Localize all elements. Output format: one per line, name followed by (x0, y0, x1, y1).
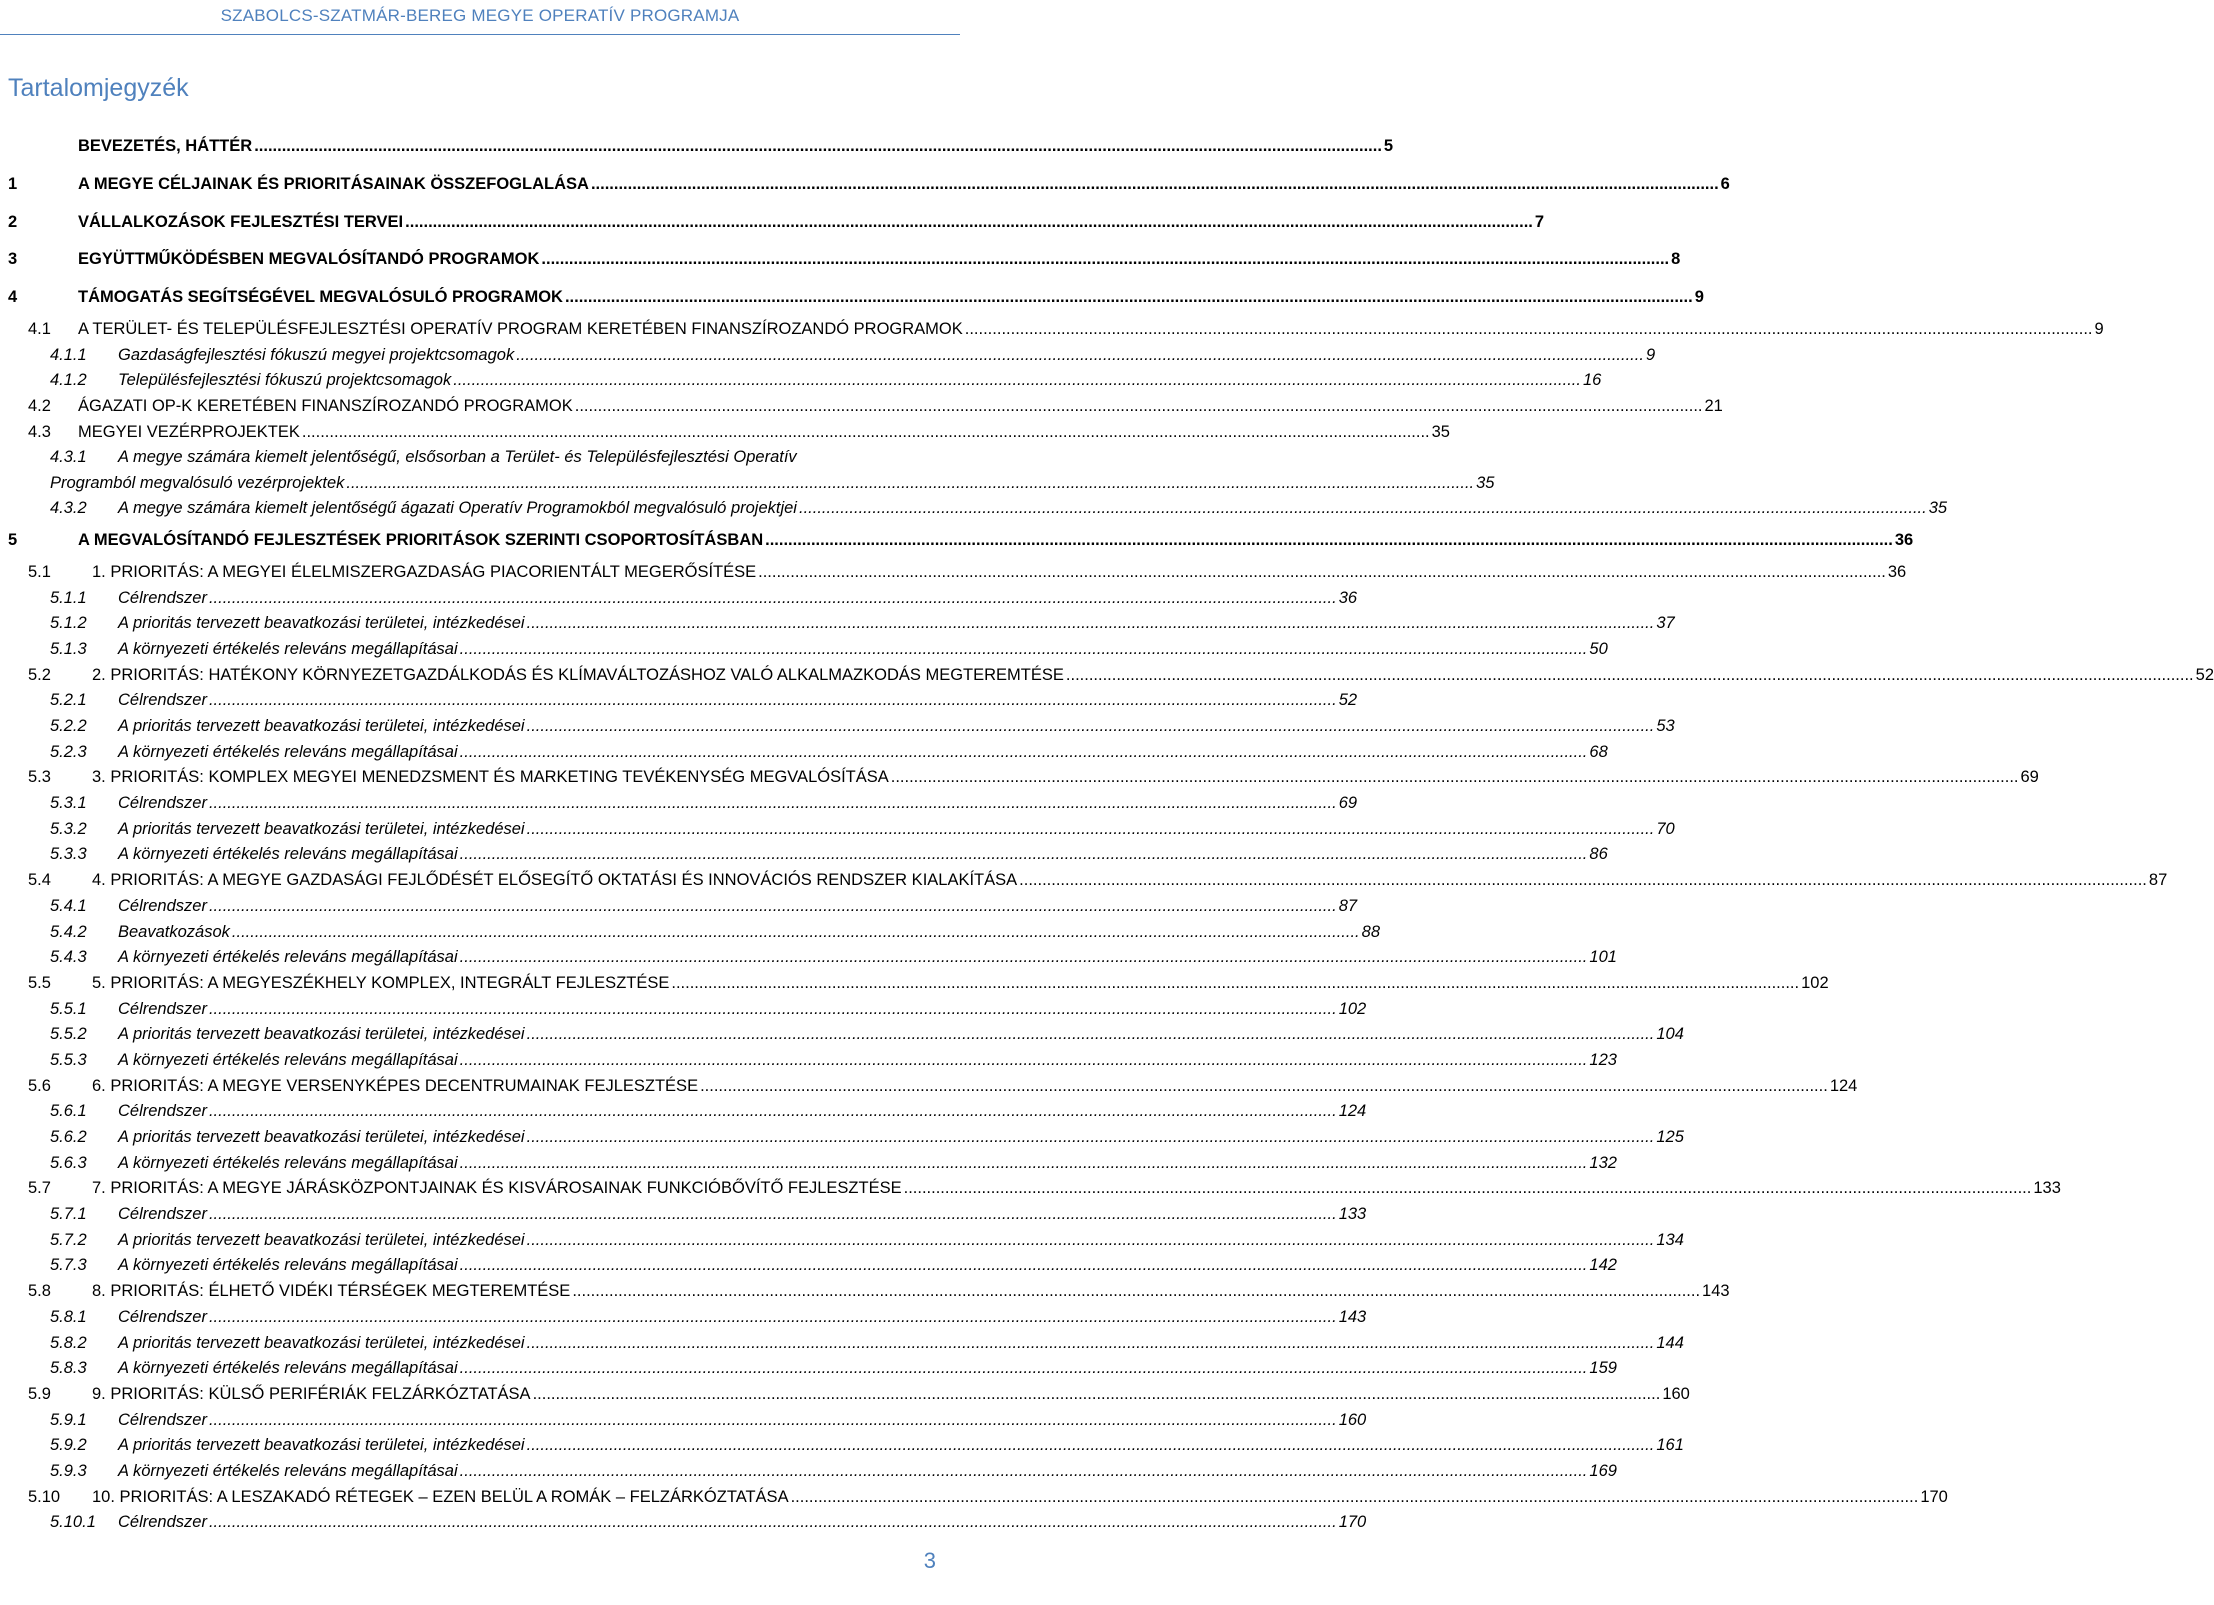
toc-entry[interactable] (8, 445, 1495, 496)
toc-entry-number: 5.7.3 (50, 1256, 87, 1275)
toc-entry-label: A megye számára kiemelt jelentőségű, elsősorban a Terület- és Településfejlesztési Operatív (118, 448, 797, 467)
toc-entry-number: 3 (8, 250, 18, 269)
toc-entry[interactable] (8, 637, 1608, 663)
toc-entry[interactable] (8, 522, 1914, 560)
toc-entry-number: 5.6 (28, 1076, 51, 1095)
leader-dots (460, 637, 1588, 663)
toc-entry-number: 4 (8, 288, 18, 307)
toc-entry-page: 143 (1338, 1307, 1367, 1326)
leader-dots (209, 1408, 1337, 1434)
toc-entry-label: EGYÜTTMŰKÖDÉSBEN MEGVALÓSÍTANDÓ PROGRAMOK (78, 250, 540, 269)
toc-entry-page: 36 (1894, 531, 1914, 550)
toc-entry[interactable] (8, 971, 1829, 997)
toc-entry-number: 5.8.1 (50, 1307, 87, 1326)
leader-dots (527, 1331, 1655, 1357)
toc-entry-label: Célrendszer (118, 896, 207, 915)
toc-entry-label: Településfejlesztési fókuszú projektcsomagok (118, 371, 452, 390)
leader-dots (799, 496, 1927, 522)
leader-dots (533, 1382, 1661, 1408)
toc-entry-number: 5.6.2 (50, 1128, 87, 1147)
toc-entry-page: 142 (1589, 1256, 1617, 1275)
toc-entry-label: A környezeti értékelés releváns megállapításai (118, 639, 458, 658)
leader-dots (209, 894, 1337, 920)
toc-entry-number: 5.7 (28, 1179, 51, 1198)
toc-entry-label: A környezeti értékelés releváns megállapításai (118, 1461, 458, 1480)
toc-entry[interactable] (8, 945, 1617, 971)
toc-entry-number: 5.3 (28, 768, 51, 787)
toc-entry[interactable] (8, 997, 1367, 1023)
toc-entry-page: 21 (1704, 397, 1723, 416)
toc-entry-number: 4.3.1 (50, 448, 87, 467)
toc-entry-page: 104 (1656, 1025, 1684, 1044)
toc-entry-page: 133 (2033, 1179, 2061, 1198)
leader-dots (572, 1279, 1700, 1305)
toc-entry[interactable] (8, 1305, 1367, 1331)
toc-entry[interactable] (8, 1331, 1684, 1357)
toc-entry-label: A prioritás tervezett beavatkozási területei, intézkedései (118, 1128, 525, 1147)
toc-entry-label: Célrendszer (118, 794, 207, 813)
toc-entry-number: 4.3.2 (50, 499, 87, 518)
leader-dots (209, 997, 1337, 1023)
toc-entry[interactable] (8, 1485, 1948, 1511)
toc-entry-page: 170 (1338, 1513, 1367, 1532)
toc-entry[interactable] (8, 279, 1704, 317)
toc-entry[interactable] (8, 1253, 1617, 1279)
toc-entry[interactable] (8, 420, 1450, 446)
leader-dots (460, 945, 1588, 971)
toc-entry-number: 5.5.3 (50, 1050, 87, 1069)
toc-entry-page: 102 (1801, 973, 1829, 992)
leader-dots (527, 1433, 1655, 1459)
toc-entry-label: 10. PRIORITÁS: A LESZAKADÓ RÉTEGEK – EZEN BELÜL A ROMÁK – FELZÁRKÓZTATÁSA (92, 1487, 789, 1506)
toc-entry[interactable] (8, 1228, 1684, 1254)
leader-dots (891, 765, 2019, 791)
toc-entry-number: 5.9 (28, 1384, 51, 1403)
leader-dots (460, 1459, 1588, 1485)
toc-entry-page: 123 (1589, 1050, 1617, 1069)
leader-dots (791, 1485, 1919, 1511)
toc-entry-page: 143 (1702, 1282, 1730, 1301)
toc-entry-label: A környezeti értékelés releváns megállapításai (118, 1359, 458, 1378)
toc-entry-page: 6 (1720, 174, 1730, 193)
toc-entry-page: 87 (1338, 896, 1358, 915)
toc-entry-label: A prioritás tervezett beavatkozási területei, intézkedései (118, 717, 525, 736)
toc-entry[interactable] (8, 1151, 1617, 1177)
leader-dots (460, 1151, 1588, 1177)
toc-entry-label: 9. PRIORITÁS: KÜLSŐ PERIFÉRIÁK FELZÁRKÓZTATÁSA (92, 1384, 531, 1403)
toc-entry-number: 5.5.1 (50, 999, 87, 1018)
toc-entry-page: 133 (1338, 1205, 1367, 1224)
leader-dots (527, 611, 1655, 637)
leader-dots (232, 920, 1360, 946)
leader-dots (904, 1176, 2032, 1202)
leader-dots (527, 1228, 1655, 1254)
toc-entry[interactable] (8, 1356, 1617, 1382)
toc-entry-number: 2 (8, 212, 18, 231)
toc-entry-label: TÁMOGATÁS SEGÍTSÉGÉVEL MEGVALÓSULÓ PROGRAMOK (78, 288, 563, 307)
leader-dots (527, 714, 1655, 740)
toc-entry-label: A prioritás tervezett beavatkozási területei, intézkedései (118, 614, 525, 633)
leader-dots (527, 817, 1655, 843)
leader-dots (1019, 868, 2147, 894)
toc-entry-number: 5.9.1 (50, 1410, 87, 1429)
toc-entry-label: A környezeti értékelés releváns megállapításai (118, 845, 458, 864)
toc-entry-label: A TERÜLET- ÉS TELEPÜLÉSFEJLESZTÉSI OPERATÍV PROGRAM KERETÉBEN FINANSZÍROZANDÓ PROGRAMOK (78, 319, 963, 338)
toc-entry[interactable] (8, 394, 1723, 420)
toc-entry-number: 5.3.3 (50, 845, 87, 864)
toc-entry-label: 2. PRIORITÁS: HATÉKONY KÖRNYEZETGAZDÁLKODÁS ÉS KLÍMAVÁLTOZÁSHOZ VALÓ ALKALMAZKODÁS MEGTEREMTÉSE (92, 665, 1064, 684)
toc-entry[interactable] (8, 765, 2039, 791)
leader-dots (965, 317, 2093, 343)
toc-entry[interactable] (8, 868, 2168, 894)
toc-entry-label: Célrendszer (118, 999, 207, 1018)
toc-entry-number: 5.2 (28, 665, 51, 684)
toc-entry-label: 1. PRIORITÁS: A MEGYEI ÉLELMISZERGAZDASÁG PIACORIENTÁLT MEGERŐSÍTÉSE (92, 562, 757, 581)
toc-entry[interactable] (8, 611, 1675, 637)
toc-entry-page: 144 (1656, 1333, 1684, 1352)
toc-entry-label: A környezeti értékelés releváns megállapításai (118, 1256, 458, 1275)
toc-entry-number: 5.4.3 (50, 948, 87, 967)
leader-dots (209, 1202, 1337, 1228)
toc-entry-number: 5.8.2 (50, 1333, 87, 1352)
toc-entry-number: 5.10 (28, 1487, 61, 1506)
toc-entry-number: 4.3 (28, 422, 51, 441)
leader-dots (527, 1125, 1655, 1151)
toc-entry-label: A prioritás tervezett beavatkozási területei, intézkedései (118, 1436, 525, 1455)
toc-entry[interactable] (8, 1408, 1367, 1434)
toc-entry-page: 125 (1656, 1128, 1684, 1147)
toc-entry-label: MEGYEI VEZÉRPROJEKTEK (78, 422, 300, 441)
toc-entry-number: 5.6.1 (50, 1102, 87, 1121)
toc-entry-number: 4.1.1 (50, 345, 87, 364)
toc-entry-label: 6. PRIORITÁS: A MEGYE VERSENYKÉPES DECENTRUMAINAK FEJLESZTÉSE (92, 1076, 699, 1095)
toc-entry-page: 53 (1656, 717, 1675, 736)
toc-entry[interactable] (8, 1510, 1367, 1536)
leader-dots (460, 842, 1588, 868)
toc-entry-label: A prioritás tervezett beavatkozási területei, intézkedései (118, 1230, 525, 1249)
toc-entry[interactable] (8, 1022, 1684, 1048)
toc-entry-number: 4.1 (28, 319, 51, 338)
toc-entry-page: 159 (1589, 1359, 1617, 1378)
leader-dots (209, 586, 1337, 612)
toc-entry-page: 134 (1656, 1230, 1684, 1249)
toc-entry-label: A MEGVALÓSÍTANDÓ FEJLESZTÉSEK PRIORITÁSOK SZERINTI CSOPORTOSÍTÁSBAN (78, 531, 764, 550)
toc-entry[interactable] (8, 1176, 2061, 1202)
toc-entry-page: 86 (1589, 845, 1608, 864)
leader-dots (405, 204, 1533, 242)
header-rule (0, 34, 960, 35)
toc-entry-label: VÁLLALKOZÁSOK FEJLESZTÉSI TERVEI (78, 212, 404, 231)
leader-dots (460, 1048, 1588, 1074)
toc-entry-page: 124 (1829, 1076, 1858, 1095)
toc-entry-label: Gazdaságfejlesztési fókuszú megyei projektcsomagok (118, 345, 515, 364)
leader-dots (591, 166, 1719, 204)
leader-dots (346, 471, 1474, 497)
toc-entry-number: 5.3.2 (50, 819, 87, 838)
toc-entry[interactable] (8, 920, 1380, 946)
toc-entry[interactable] (8, 663, 2214, 689)
toc-entry[interactable] (8, 368, 1602, 394)
toc-entry-label: A prioritás tervezett beavatkozási területei, intézkedései (118, 1025, 525, 1044)
toc-entry[interactable] (8, 842, 1608, 868)
page-number: 3 (923, 1548, 936, 1573)
toc-entry[interactable] (8, 817, 1675, 843)
toc-entry[interactable] (8, 560, 1907, 586)
toc-entry-number: 5.4.2 (50, 922, 87, 941)
toc-entry[interactable] (8, 1279, 1730, 1305)
leader-dots (1066, 663, 2194, 689)
toc-entry[interactable] (8, 1048, 1617, 1074)
toc-entry-number: 5.10.1 (50, 1513, 96, 1532)
leader-dots (302, 420, 1430, 446)
leader-dots (209, 1305, 1337, 1331)
toc-entry-label: Célrendszer (118, 1102, 207, 1121)
toc-entry-page: 9 (1694, 288, 1704, 307)
toc-entry-page: 70 (1656, 819, 1675, 838)
toc-entry-number: 1 (8, 174, 18, 193)
toc-entry-label: Célrendszer (118, 691, 207, 710)
toc-entry-number: 5.6.3 (50, 1153, 87, 1172)
toc-entry-label: A MEGYE CÉLJAINAK ÉS PRIORITÁSAINAK ÖSSZEFOGLALÁSA (78, 174, 589, 193)
toc-entry[interactable] (8, 894, 1358, 920)
toc-entry-page: 9 (2094, 319, 2104, 338)
toc-entry-label: A környezeti értékelés releváns megállapításai (118, 742, 458, 761)
toc-entry-page: 160 (1662, 1384, 1690, 1403)
toc-entry-number: 5.1.3 (50, 639, 87, 658)
toc-entry-page: 88 (1361, 922, 1380, 941)
toc-entry[interactable] (8, 343, 1656, 369)
toc-entry-page: 170 (1920, 1487, 1948, 1506)
toc-entry-label: A környezeti értékelés releváns megállapításai (118, 1050, 458, 1069)
toc-entry-label: BEVEZETÉS, HÁTTÉR (78, 137, 253, 155)
toc-entry-number: 5.1.1 (50, 588, 87, 607)
toc-entry-label: Célrendszer (118, 588, 207, 607)
toc-entry-label: 5. PRIORITÁS: A MEGYESZÉKHELY KOMPLEX, INTEGRÁLT FEJLESZTÉSE (92, 973, 670, 992)
toc-entry-number: 5 (8, 531, 18, 550)
toc-entry-number: 5.2.3 (50, 742, 87, 761)
toc-entry-page: 36 (1887, 562, 1907, 581)
toc-entry-page: 169 (1589, 1461, 1617, 1480)
toc-entry[interactable] (8, 1433, 1684, 1459)
toc-entry-number: 5.5 (28, 973, 51, 992)
leader-dots (460, 1356, 1588, 1382)
toc-entry-number: 5.5.2 (50, 1025, 87, 1044)
toc-entry-number: 5.1.2 (50, 614, 87, 633)
leader-dots (765, 522, 1893, 560)
toc-entry[interactable] (8, 1099, 1367, 1125)
toc-entry[interactable] (8, 317, 2104, 343)
toc-entry-label: 7. PRIORITÁS: A MEGYE JÁRÁSKÖZPONTJAINAK ÉS KISVÁROSAINAK FUNKCIÓBŐVÍTŐ FEJLESZTÉSE (92, 1179, 902, 1198)
toc-entry-page: 68 (1589, 742, 1608, 761)
toc-entry[interactable] (8, 791, 1358, 817)
toc-entry-label: A környezeti értékelés releváns megállapításai (118, 1153, 458, 1172)
toc-entry-label: Célrendszer (118, 1307, 207, 1326)
toc-entry[interactable] (8, 1459, 1617, 1485)
toc-entry-page: 160 (1338, 1410, 1367, 1429)
toc-entry-label: Célrendszer (118, 1513, 207, 1532)
leader-dots (209, 791, 1337, 817)
leader-dots (575, 394, 1703, 420)
leader-dots (516, 343, 1644, 369)
leader-dots (758, 560, 1886, 586)
toc-entry[interactable] (8, 1202, 1367, 1228)
toc-entry-number: 5.3.1 (50, 794, 87, 813)
toc-entry-page: 50 (1589, 639, 1608, 658)
toc-entry[interactable] (8, 166, 1730, 204)
toc-entry-number: 5.2.1 (50, 691, 87, 710)
leader-dots (527, 1022, 1655, 1048)
leader-dots (671, 971, 1799, 997)
toc-entry[interactable] (8, 740, 1608, 766)
toc-entry-label: A megye számára kiemelt jelentőségű ágazati Operatív Programokból megvalósuló projektjei (118, 499, 797, 518)
toc-entry-label: Célrendszer (118, 1205, 207, 1224)
toc-entry[interactable] (8, 241, 1681, 279)
toc-entry-page: 69 (2020, 768, 2039, 787)
toc-entry-number: 5.8 (28, 1282, 51, 1301)
toc-entry-page: 35 (1476, 473, 1495, 492)
leader-dots (209, 1099, 1337, 1125)
leader-dots (209, 1510, 1337, 1536)
running-header: SZABOLCS-SZATMÁR-BEREG MEGYE OPERATÍV PROGRAMJA (220, 6, 740, 25)
toc-entry-page: 37 (1656, 614, 1675, 633)
toc-entry-label-cont: Programból megvalósuló vezérprojektek (50, 473, 345, 492)
toc-entry[interactable] (8, 1382, 1690, 1408)
toc-entry-page: 36 (1338, 588, 1358, 607)
toc-entry-page: 52 (2195, 665, 2214, 684)
toc-entry[interactable] (8, 128, 1394, 166)
toc-entry-page: 9 (1645, 345, 1656, 364)
toc-entry-number: 5.7.1 (50, 1205, 87, 1224)
leader-dots (565, 279, 1693, 317)
toc-entry-page: 101 (1589, 948, 1617, 967)
toc-entry[interactable] (8, 1125, 1684, 1151)
toc-entry-label: 3. PRIORITÁS: KOMPLEX MEGYEI MENEDZSMENT ÉS MARKETING TEVÉKENYSÉG MEGVALÓSÍTÁSA (92, 768, 889, 787)
toc-entry-page: 7 (1534, 212, 1545, 231)
toc-entry-number: 5.4 (28, 871, 51, 890)
leader-dots (209, 688, 1337, 714)
toc-entry-label: ÁGAZATI OP-K KERETÉBEN FINANSZÍROZANDÓ PROGRAMOK (78, 397, 573, 416)
toc-entry-page: 102 (1338, 999, 1367, 1018)
toc-entry-number: 5.8.3 (50, 1359, 87, 1378)
toc-entry[interactable] (8, 688, 1358, 714)
toc-entry[interactable] (8, 496, 1948, 522)
toc-entry-page: 161 (1656, 1436, 1684, 1455)
toc-entry-page: 124 (1338, 1102, 1367, 1121)
toc-entry-page: 8 (1671, 250, 1681, 269)
toc-entry-number: 4.2 (28, 397, 51, 416)
toc-entry-label: A prioritás tervezett beavatkozási területei, intézkedései (118, 1333, 525, 1352)
toc-entry-label: Beavatkozások (118, 922, 230, 941)
toc-entry-number: 5.2.2 (50, 717, 87, 736)
toc-entry-label: A környezeti értékelés releváns megállapításai (118, 948, 458, 967)
toc-entry-number: 5.9.2 (50, 1436, 87, 1455)
toc-entry-page: 16 (1582, 371, 1602, 390)
toc-entry-number: 5.1 (28, 562, 51, 581)
leader-dots (541, 241, 1669, 279)
toc-entry-page: 87 (2148, 871, 2168, 890)
leader-dots (460, 1253, 1588, 1279)
toc-entry-label: A prioritás tervezett beavatkozási területei, intézkedései (118, 819, 525, 838)
leader-dots (254, 128, 1382, 166)
toc-entry-label: Célrendszer (118, 1410, 207, 1429)
toc-entry-number: 5.4.1 (50, 896, 87, 915)
table-of-contents (8, 128, 2214, 1536)
leader-dots (460, 740, 1588, 766)
toc-entry[interactable] (8, 204, 1545, 242)
toc-entry-page: 35 (1431, 422, 1450, 441)
toc-entry-number: 4.1.2 (50, 371, 87, 390)
toc-entry-number: 5.7.2 (50, 1230, 87, 1249)
toc-entry-page: 69 (1338, 794, 1358, 813)
toc-entry-label: 4. PRIORITÁS: A MEGYE GAZDASÁGI FEJLŐDÉSÉT ELŐSEGÍTŐ OKTATÁSI ÉS INNOVÁCIÓS RENDSZER KIALAKÍTÁSA (92, 871, 1018, 890)
toc-entry-number: 5.9.3 (50, 1461, 87, 1480)
toc-entry[interactable] (8, 586, 1358, 612)
toc-entry-page: 52 (1338, 691, 1358, 710)
toc-entry-page: 5 (1383, 137, 1394, 155)
toc-entry-page: 132 (1589, 1153, 1617, 1172)
toc-entry[interactable] (8, 714, 1675, 740)
leader-dots (700, 1074, 1828, 1100)
toc-entry-label: 8. PRIORITÁS: ÉLHETŐ VIDÉKI TÉRSÉGEK MEGTEREMTÉSE (92, 1282, 571, 1301)
toc-title: Tartalomjegyzék (8, 74, 189, 102)
toc-entry-page: 35 (1928, 499, 1948, 518)
toc-entry[interactable] (8, 1074, 1858, 1100)
leader-dots (453, 368, 1581, 394)
